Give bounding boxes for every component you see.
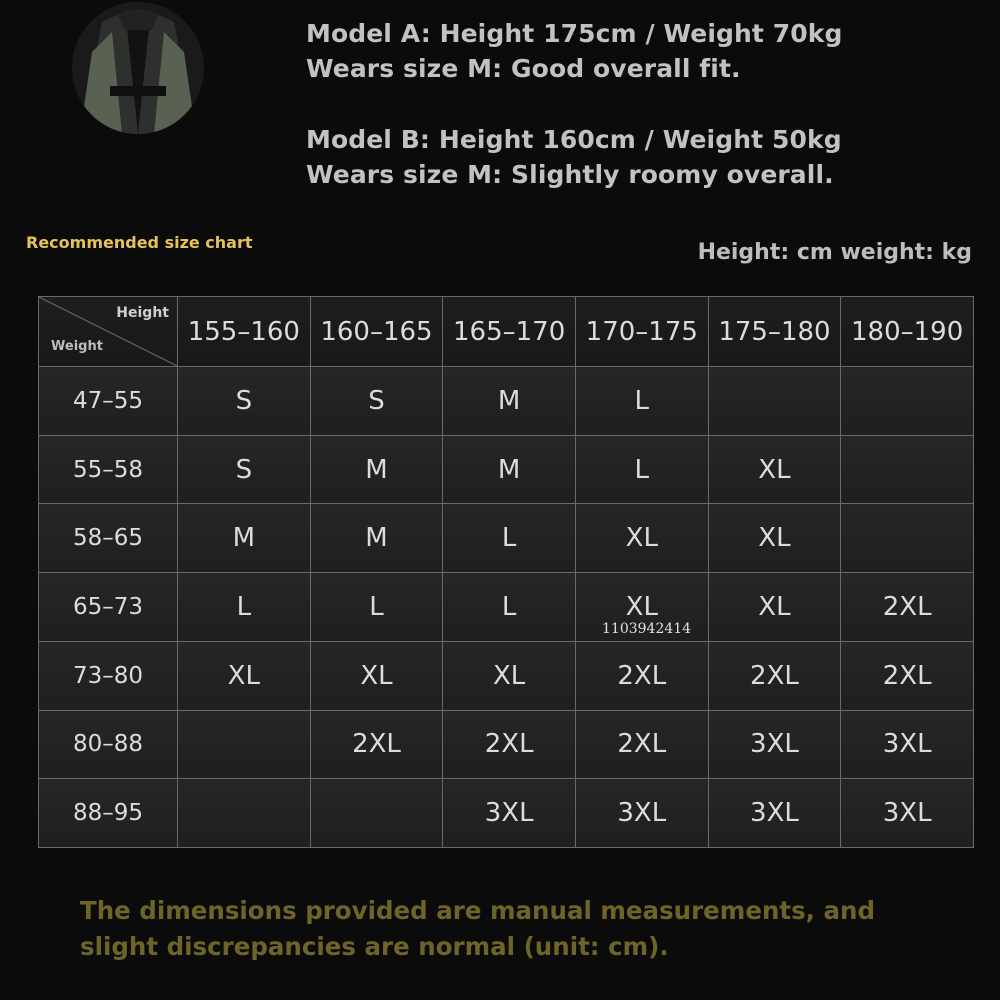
size-cell: 2XL bbox=[575, 710, 708, 779]
table-row bbox=[39, 779, 974, 848]
size-cell: L bbox=[443, 573, 576, 642]
model-b-fit: Wears size M: Slightly roomy overall. bbox=[306, 160, 834, 189]
measurement-disclaimer: The dimensions provided are manual measurements, and slight discrepancies are normal (unit: cm). bbox=[80, 896, 876, 961]
size-cell: XL bbox=[708, 435, 841, 504]
size-cell: 3XL bbox=[708, 779, 841, 848]
table-row bbox=[39, 367, 974, 436]
size-cell: 2XL bbox=[841, 641, 974, 710]
size-cell: XL bbox=[708, 504, 841, 573]
corner-cell bbox=[39, 297, 178, 367]
row-header: 47–55 bbox=[39, 367, 178, 436]
size-cell bbox=[310, 779, 443, 848]
size-cell: 2XL bbox=[708, 641, 841, 710]
size-cell: XL bbox=[310, 641, 443, 710]
row-header: 80–88 bbox=[39, 710, 178, 779]
size-cell: S bbox=[178, 367, 311, 436]
size-cell: 2XL bbox=[310, 710, 443, 779]
size-cell: M bbox=[443, 367, 576, 436]
size-cell: 3XL bbox=[841, 710, 974, 779]
jacket-photo-icon bbox=[72, 2, 204, 134]
corner-height-label: Height bbox=[116, 305, 169, 321]
size-cell bbox=[178, 710, 311, 779]
model-photo bbox=[72, 2, 204, 134]
size-cell: M bbox=[310, 435, 443, 504]
size-cell: XL bbox=[575, 573, 708, 642]
units-label: Height: cm weight: kg bbox=[697, 240, 972, 265]
table-row bbox=[39, 435, 974, 504]
size-cell bbox=[178, 779, 311, 848]
column-header: 165–170 bbox=[443, 297, 576, 367]
model-a-measurements: Model A: Height 175cm / Weight 70kg bbox=[306, 19, 843, 48]
size-cell: 3XL bbox=[575, 779, 708, 848]
size-cell: M bbox=[310, 504, 443, 573]
size-cell bbox=[841, 435, 974, 504]
model-b-measurements: Model B: Height 160cm / Weight 50kg bbox=[306, 125, 842, 154]
column-header: 155–160 bbox=[178, 297, 311, 367]
row-header: 73–80 bbox=[39, 641, 178, 710]
size-cell: 2XL bbox=[841, 573, 974, 642]
column-header: 170–175 bbox=[575, 297, 708, 367]
size-cell: L bbox=[178, 573, 311, 642]
column-header: 175–180 bbox=[708, 297, 841, 367]
table-row bbox=[39, 573, 974, 642]
size-cell: 3XL bbox=[443, 779, 576, 848]
size-chart-title: Recommended size chart bbox=[26, 233, 253, 252]
column-header: 160–165 bbox=[310, 297, 443, 367]
corner-weight-label: Weight bbox=[51, 339, 103, 354]
table-row bbox=[39, 641, 974, 710]
row-header: 65–73 bbox=[39, 573, 178, 642]
table-row bbox=[39, 504, 974, 573]
size-cell: XL bbox=[178, 641, 311, 710]
size-cell: L bbox=[443, 504, 576, 573]
size-cell: S bbox=[178, 435, 311, 504]
size-cell: XL bbox=[708, 573, 841, 642]
size-cell: M bbox=[443, 435, 576, 504]
size-cell: L bbox=[575, 367, 708, 436]
model-b-info bbox=[306, 122, 842, 192]
model-a-info bbox=[306, 16, 842, 86]
row-header: 88–95 bbox=[39, 779, 178, 848]
size-cell: XL bbox=[575, 504, 708, 573]
size-cell bbox=[841, 367, 974, 436]
size-cell: L bbox=[575, 435, 708, 504]
row-header: 55–58 bbox=[39, 435, 178, 504]
watermark-text: 1103942414 bbox=[602, 621, 692, 637]
size-cell bbox=[841, 504, 974, 573]
size-cell: 2XL bbox=[443, 710, 576, 779]
size-cell: S bbox=[310, 367, 443, 436]
table-row bbox=[39, 710, 974, 779]
size-cell: 2XL bbox=[575, 641, 708, 710]
model-a-fit: Wears size M: Good overall fit. bbox=[306, 54, 741, 83]
header-row bbox=[39, 297, 974, 367]
size-cell: L bbox=[310, 573, 443, 642]
size-cell: 3XL bbox=[841, 779, 974, 848]
row-header: 58–65 bbox=[39, 504, 178, 573]
column-header: 180–190 bbox=[841, 297, 974, 367]
size-cell: M bbox=[178, 504, 311, 573]
size-chart-table bbox=[38, 296, 974, 848]
size-cell bbox=[708, 367, 841, 436]
size-cell: XL bbox=[443, 641, 576, 710]
size-cell: 3XL bbox=[708, 710, 841, 779]
